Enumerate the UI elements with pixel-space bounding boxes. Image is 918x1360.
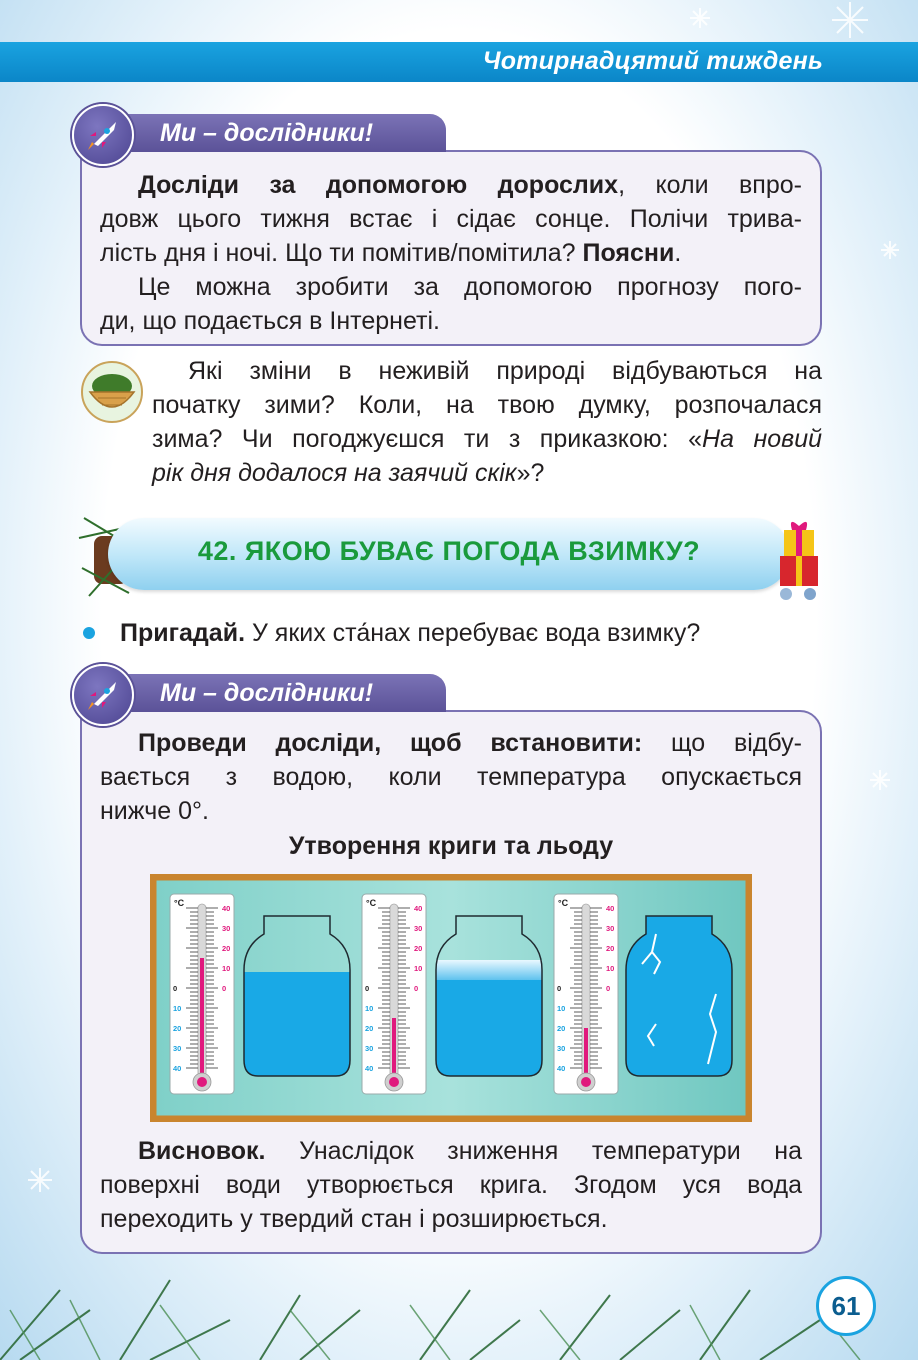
- scale-label-plus: 40: [606, 904, 615, 913]
- rocket-icon: [72, 664, 134, 726]
- bullet-dot: [83, 627, 95, 639]
- mercury-bulb: [389, 1077, 399, 1087]
- lesson-title: 42. ЯКОЮ БУВАЄ ПОГОДА ВЗИМКУ?: [197, 536, 701, 566]
- scale-label-minus: 20: [557, 1024, 566, 1033]
- question-line-2: початку зими? Коли, на твою думку, розпочалася: [152, 391, 822, 419]
- scale-label-minus: 30: [557, 1044, 566, 1053]
- recall-line: [120, 616, 820, 650]
- gift-icon: [770, 510, 828, 602]
- experiment-text: що відбу-: [642, 729, 802, 757]
- scale-label-plus: 10: [414, 964, 423, 973]
- conclusion-text: Унаслідок зниження температури на: [265, 1137, 802, 1165]
- scale-label-minus: 20: [173, 1024, 182, 1033]
- mercury-bulb: [197, 1077, 207, 1087]
- experiment-paragraph: [100, 726, 802, 828]
- conclusion-line-3: переходить у твердий стан і розширюється.: [100, 1205, 608, 1233]
- experiment-bold: Проведи досліди, щоб встановити:: [138, 729, 643, 757]
- instruction-bold: Досліди за допомогою дорослих: [138, 171, 619, 199]
- scale-label-plus: 20: [414, 944, 423, 953]
- figure-title: Утворення криги та льоду: [288, 832, 614, 860]
- recall-text: У яких ста́нах перебуває вода взимку?: [245, 619, 701, 647]
- water-fill: [244, 972, 350, 1076]
- page-number: 61: [816, 1276, 876, 1336]
- scale-label-plus: 20: [222, 944, 231, 953]
- section1-paragraph: [100, 168, 802, 338]
- conclusion-bold: Висновок.: [138, 1137, 266, 1165]
- scale-label-plus: 30: [606, 924, 615, 933]
- hint-line-1: Це можна зробити за допомогою прогнозу пого-: [138, 273, 802, 301]
- mercury-column: [392, 1018, 396, 1078]
- scale-label-plus: 10: [222, 964, 231, 973]
- question-paragraph: [152, 354, 822, 490]
- instruction-text: , коли впро-: [618, 171, 802, 199]
- mercury-bulb: [581, 1077, 591, 1087]
- scale-label-minus: 10: [365, 1004, 374, 1013]
- scale-label-plus: 30: [414, 924, 423, 933]
- hint-line-2: ди, що подається в Інтернеті.: [100, 307, 440, 335]
- experiment-line-2: вається з водою, коли температура опускається: [100, 763, 802, 791]
- scale-label-minus: 0: [365, 984, 370, 993]
- thermometer-unit: °C: [174, 898, 185, 908]
- ice-layer: [436, 960, 542, 980]
- explain-bold: Поясни: [582, 239, 675, 267]
- instruction-line-2: довж цього тижня встає і сідає сонце. Полічи трива-: [100, 205, 802, 233]
- scale-label-minus: 10: [173, 1004, 182, 1013]
- thermometer: [170, 894, 234, 1094]
- instruction-line-3: лість дня і ночі. Що ти помітив/помітила?: [100, 239, 583, 267]
- question-end: »?: [516, 459, 545, 487]
- research-tab-1: Ми – дослідники!: [80, 114, 446, 152]
- question-line-3: зима? Чи погоджуєшся ти з приказкою: «: [152, 425, 703, 453]
- scale-label-plus: 20: [606, 944, 615, 953]
- scale-label-plus: 0: [222, 984, 227, 993]
- conclusion-line-2: поверхні води утворюється крига. Згодом уся вода: [100, 1171, 802, 1199]
- recall-bold: Пригадай.: [120, 619, 246, 647]
- scale-label-minus: 40: [365, 1064, 374, 1073]
- glass-jar: [626, 916, 732, 1076]
- thermometer: [362, 894, 426, 1094]
- scale-label-minus: 30: [365, 1044, 374, 1053]
- scale-label-plus: 30: [222, 924, 231, 933]
- scale-label-minus: 10: [557, 1004, 566, 1013]
- thermometer-unit: °C: [366, 898, 377, 908]
- question-line-1: Які зміни в неживій природі відбуваються на: [188, 357, 822, 385]
- scale-label-minus: 30: [173, 1044, 182, 1053]
- proverb-end: рік дня додалося на заячий скік: [152, 459, 517, 487]
- thermometer: [554, 894, 618, 1094]
- scale-label-plus: 40: [414, 904, 423, 913]
- scale-label-minus: 20: [365, 1024, 374, 1033]
- mercury-column: [200, 958, 204, 1078]
- scale-label-minus: 40: [173, 1064, 182, 1073]
- scale-label-minus: 0: [557, 984, 562, 993]
- proverb-start: На новий: [702, 425, 823, 453]
- basket-icon: [80, 360, 144, 424]
- experiment-line-3: нижче 0°.: [100, 797, 209, 825]
- pine-border: [0, 1250, 918, 1360]
- chapter-title: Чотирнадцятий тиждень: [482, 47, 823, 75]
- ice-formation-figure: [150, 874, 752, 1122]
- rocket-icon: [72, 104, 134, 166]
- scale-label-plus: 0: [414, 984, 419, 993]
- scale-label-minus: 40: [557, 1064, 566, 1073]
- conclusion-paragraph: [100, 1134, 802, 1236]
- period: .: [674, 239, 682, 267]
- mercury-column: [584, 1028, 588, 1078]
- scale-label-plus: 10: [606, 964, 615, 973]
- research-tab-2: Ми – дослідники!: [80, 674, 446, 712]
- thermometer-unit: °C: [558, 898, 569, 908]
- scale-label-plus: 40: [222, 904, 231, 913]
- scale-label-minus: 0: [173, 984, 178, 993]
- scale-label-plus: 0: [606, 984, 611, 993]
